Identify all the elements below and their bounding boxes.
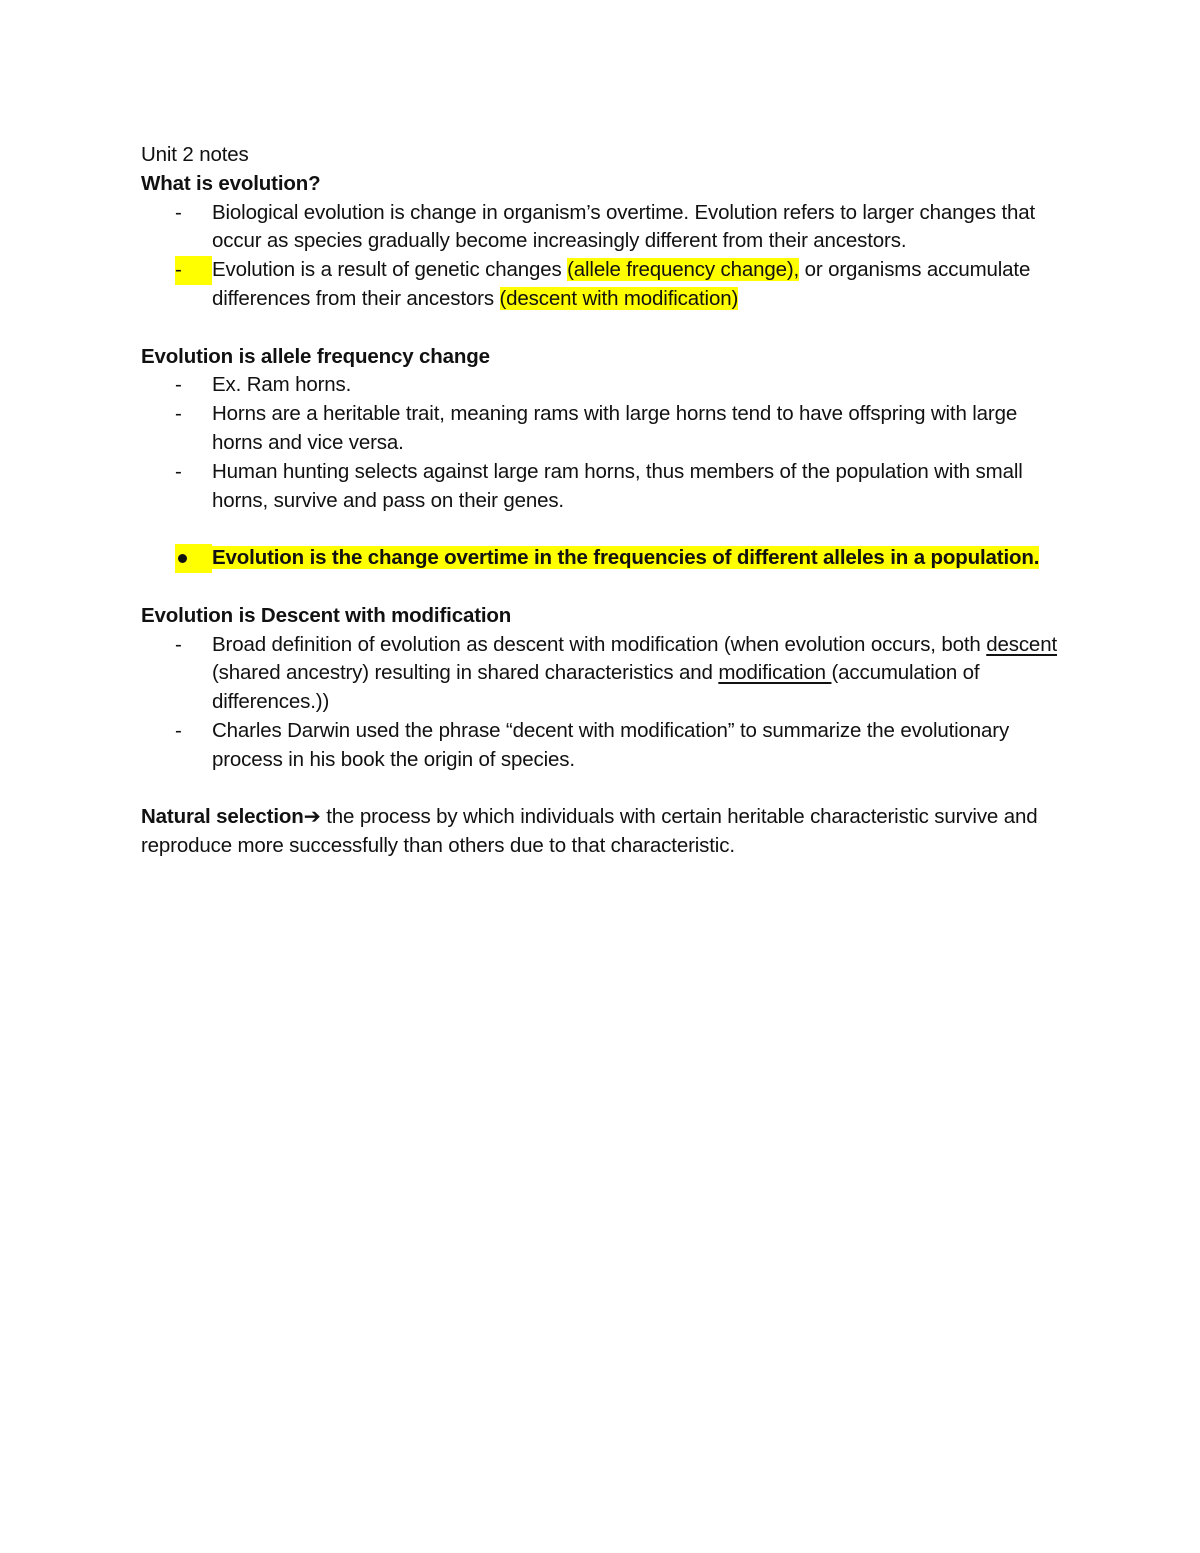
highlighted-text: (descent with modification) <box>499 286 739 310</box>
dash-marker-highlighted: - <box>175 256 212 285</box>
list-item-text: or organisms accumulate differences from their ancestors <box>212 258 1031 310</box>
list-item-text: (accumulation of differences.)) <box>212 661 980 714</box>
list-item-text: Human hunting selects against large ram horns, thus members of the population with small horns, survive and pass on their genes. <box>212 459 1023 512</box>
list-item <box>141 371 1071 400</box>
list-item-text: Broad definition of evolution as descent with modification (when evolution occurs, both <box>212 632 987 656</box>
highlighted-bullet-text: Evolution is the change overtime in the frequencies of different alleles in a population. <box>212 546 1040 570</box>
spacer <box>141 775 1071 804</box>
list-item-text: Horns are a heritable trait, meaning rams with large horns tend to have offspring with large horns and vice versa. <box>212 402 1018 454</box>
highlighted-bullet-item <box>141 544 1071 573</box>
dash-marker: - <box>175 632 182 656</box>
list-item-text: Evolution is a result of genetic changes <box>212 258 568 282</box>
list-item <box>141 256 1071 314</box>
natural-selection-term: Natural selection <box>141 805 304 829</box>
spacer <box>141 515 1071 544</box>
section2-list <box>141 371 1071 515</box>
spacer <box>141 314 1071 343</box>
list-item <box>141 717 1071 775</box>
underlined-text: descent <box>986 632 1057 656</box>
list-item <box>141 631 1071 717</box>
section-heading-allele-frequency: Evolution is allele frequency change <box>141 344 490 368</box>
list-item-text: Biological evolution is change in organism’s overtime. Evolution refers to larger changes that occur as species gradually become increasingly different from their ancestors. <box>212 200 1036 253</box>
spacer <box>141 573 1071 602</box>
list-item <box>141 400 1071 458</box>
list-item <box>141 199 1071 257</box>
list-item-text: Ex. Ram horns. <box>212 373 352 397</box>
dash-marker: - <box>175 373 182 397</box>
document-title: Unit 2 notes <box>141 143 249 166</box>
dash-marker: - <box>175 200 182 224</box>
right-arrow-icon: ➔ <box>303 805 321 829</box>
highlighted-text: (allele frequency change), <box>567 258 800 282</box>
section1-list <box>141 199 1071 314</box>
natural-selection-definition: the process by which individuals with certain heritable characteristic survive and reproduce more successfully than others due to that characteristic. <box>141 805 1038 858</box>
underlined-text: modification <box>718 661 832 685</box>
dash-marker: - <box>175 402 182 426</box>
list-item-text: (shared ancestry) resulting in shared characteristics and <box>212 661 719 685</box>
bullet-dot-icon <box>175 544 212 573</box>
section-heading-descent-with-modification: Evolution is Descent with modification <box>141 603 512 627</box>
section3-list <box>141 631 1071 775</box>
document-body <box>141 141 1071 861</box>
section-heading-what-is-evolution: What is evolution? <box>141 171 321 195</box>
natural-selection-paragraph <box>141 803 1071 861</box>
list-item-text: Charles Darwin used the phrase “decent with modification” to summarize the evolutionary process in his book the origin of species. <box>212 718 1010 771</box>
dash-marker: - <box>175 718 182 742</box>
dash-marker: - <box>175 459 182 483</box>
list-item <box>141 458 1071 516</box>
